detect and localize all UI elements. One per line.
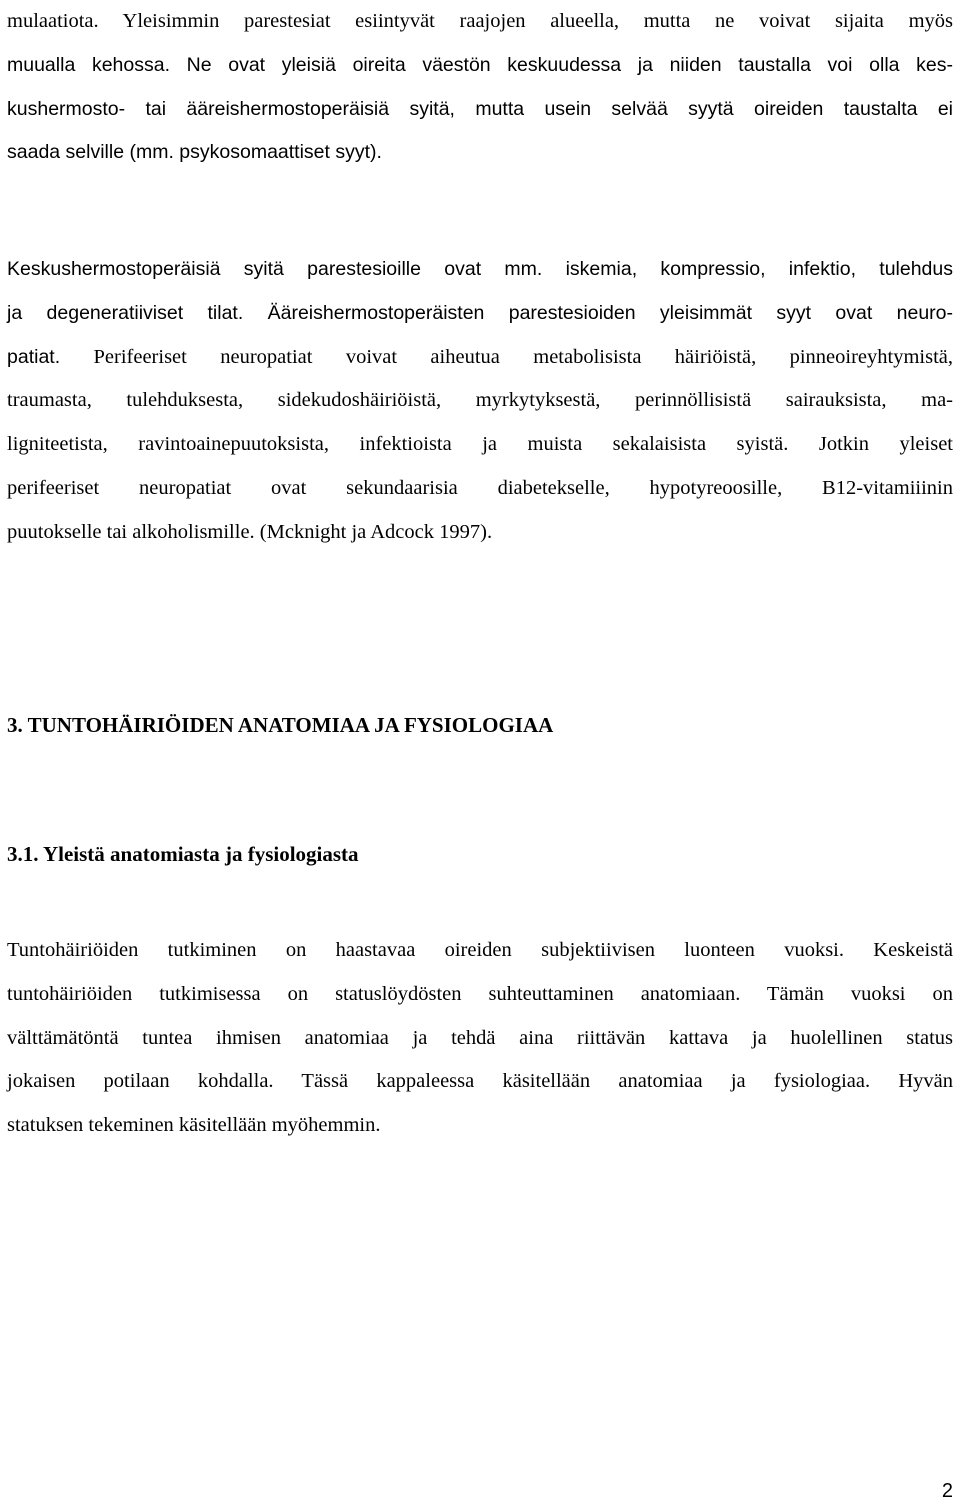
paragraph-line: puutokselle tai alkoholismille. (Mcknight ja Adcock 1997).: [7, 520, 493, 543]
paragraph-line: tuntohäiriöiden tutkimisessa on statuslöydösten suhteuttaminen anatomiaan. Tämän vuoksi on: [7, 982, 953, 1005]
paragraph-syyt: [7, 248, 953, 555]
page-number: 2: [941, 1480, 953, 1502]
paragraph-line: välttämätöntä tuntea ihmisen anatomiaa ja tehdä aina riittävän kattava ja huolellinen status: [7, 1026, 953, 1049]
paragraph-line: jokaisen potilaan kohdalla. Tässä kappaleessa käsitellään anatomiaa ja fysiologiaa. Hyvän: [7, 1070, 953, 1093]
paragraph-line: Keskushermostoperäisiä syitä parestesioille ovat mm. iskemia, kompressio, infektio, tulehdus: [7, 258, 953, 280]
paragraph-line: muualla kehossa. Ne ovat yleisiä oireita väestön keskuudessa ja niiden taustalla voi olla kes-: [7, 53, 953, 76]
paragraph-line: saada selville (mm. psykosomaattiset syyt).: [7, 141, 382, 164]
paragraph-line: perifeeriset neuropatiat ovat sekundaarisia diabetekselle, hypotyreoosille, B12-vitamiiinin: [7, 476, 953, 499]
paragraph-tuntohairiot: [7, 929, 953, 1148]
paragraph-line: mulaatiota. Yleisimmin parestesiat esiintyvät raajojen alueella, mutta ne voivat sijaita myös: [7, 10, 953, 32]
paragraph-line: ja degeneratiiviset tilat. Ääreishermostoperäisten parestesioiden yleisimmät syyt ovat neuro-: [7, 301, 953, 324]
paragraph-line: statuksen tekeminen käsitellään myöhemmin.: [7, 1114, 381, 1137]
paragraph-line-mixed: [7, 336, 953, 380]
paragraph-line-fragment: Perifeeriset neuropatiat voivat aiheutua metabolisista häiriöistä, pinneoireyhtymistä,: [60, 345, 953, 368]
paragraph-line: Tuntohäiriöiden tutkiminen on haastavaa oireiden subjektiivisen luonteen vuoksi. Keskeistä: [7, 939, 953, 961]
paragraph-line: kushermosto- tai ääreishermostoperäisiä syitä, mutta usein selvää syytä oireiden taustalta ei: [7, 97, 953, 120]
paragraph-line: traumasta, tulehduksesta, sidekudoshäiriöistä, myrkytyksestä, perinnöllisistä sairauksista, ma-: [7, 389, 953, 412]
paragraph-line: ligniteetista, ravintoainepuutoksista, infektioista ja muista sekalaisista syistä. Jotkin yleiset: [7, 433, 953, 456]
subsection-heading: 3.1. Yleistä anatomiasta ja fysiologiasta: [7, 842, 359, 866]
section-heading: 3. TUNTOHÄIRIÖIDEN ANATOMIAA JA FYSIOLOGIAA: [7, 713, 554, 737]
paragraph-parestesiat: [7, 0, 953, 175]
paragraph-line-fragment: patiat.: [7, 345, 61, 368]
